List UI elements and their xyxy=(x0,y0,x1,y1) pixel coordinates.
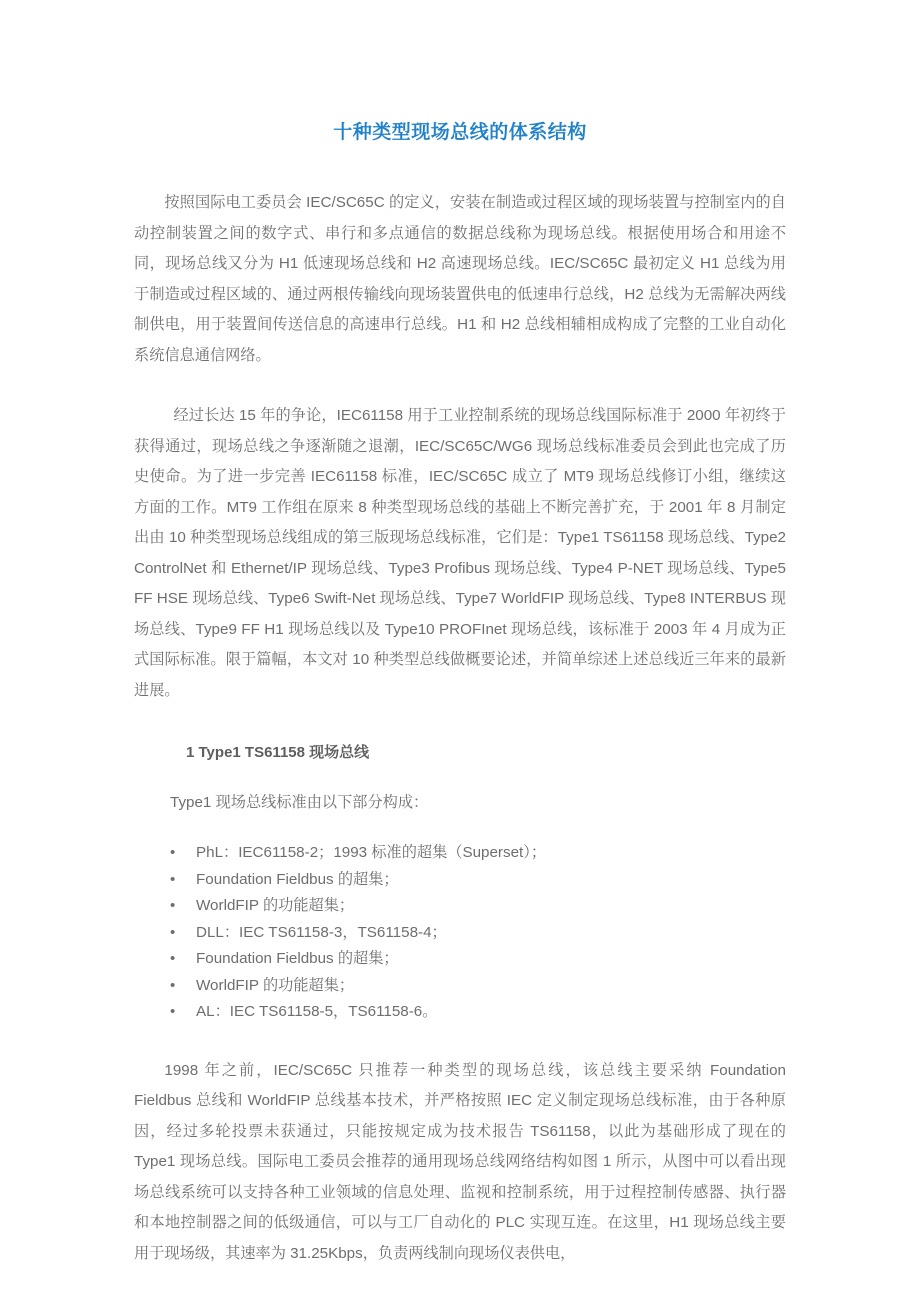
spacer xyxy=(134,706,786,740)
spacer xyxy=(134,1026,786,1056)
bullet-icon: • xyxy=(170,1003,176,1020)
paragraph-3: 1998 年之前，IEC/SC65C 只推荐一种类型的现场总线，该总线主要采纳 Foundation Fieldbus 总线和 WorldFIP 总线基本技术，并严格按照 IEC 定义制定现场总线标准，由于各种原因，经过多轮投票未获通过，只能按规定成为技术报告 TS61158，以此为基础形成了现在的 Type1 现场总线。国际电工委员会推荐的通用现场总线网络结构如图 1 所示，从图中可以看出现场总线系统可以支持各种工业领域的信息处理、监视和控制系统，用于过程控制传感器、执行器和本地控制器之间的低级通信，可以与工厂自动化的 PLC 实现互连。在这里，H1 现场总线主要用于现场级，其速率为 31.25Kbps，负责两线制向现场仪表供电， xyxy=(134,1061,786,1262)
spacer xyxy=(134,766,786,788)
section-lead-text: Type1 现场总线标准由以下部分构成： xyxy=(170,794,429,811)
bullet-icon: • xyxy=(170,950,176,967)
list-item-label: Foundation Fieldbus 的超集； xyxy=(196,950,399,967)
bullet-icon: • xyxy=(170,923,176,941)
bullet-icon: • xyxy=(170,870,176,888)
list-item-label: WorldFIP 的功能超集； xyxy=(196,897,355,914)
list-item xyxy=(170,893,786,920)
list-item xyxy=(170,973,786,1000)
page-title: 十种类型现场总线的体系结构 xyxy=(333,122,587,143)
bullet-icon: • xyxy=(170,844,176,861)
standard-parts-list xyxy=(134,840,786,1026)
list-item xyxy=(170,999,786,1026)
document-content xyxy=(134,0,786,1269)
section-heading-type1: 1 Type1 TS61158 现场总线 xyxy=(186,744,370,761)
spacer xyxy=(134,818,786,840)
paragraph-1: 按照国际电工委员会 IEC/SC65C 的定义，安装在制造或过程区域的现场装置与控制室内的自动控制装置之间的数字式、串行和多点通信的数据总线称为现场总线。根据使用场合和用途不同，现场总线又分为 H1 低速现场总线和 H2 高速现场总线。IEC/SC65C 最初定义 H1 总线为用于制造或过程区域的、通过两根传输线向现场装置供电的低速串行总线，H2 总线为无需解决两线制供电，用于装置间传送信息的高速串行总线。H1 和 H2 总线相辅相成构成了完整的工业自动化系统信息通信网络。 xyxy=(134,194,786,364)
list-item-label: WorldFIP 的功能超集； xyxy=(196,976,355,994)
list-item xyxy=(170,920,786,947)
bullet-icon: • xyxy=(170,897,176,914)
list-item xyxy=(170,840,786,867)
bullet-icon: • xyxy=(170,976,176,994)
list-item xyxy=(170,867,786,894)
list-item-label: Foundation Fieldbus 的超集； xyxy=(196,870,399,888)
paragraph-2: 经过长达 15 年的争论，IEC61158 用于工业控制系统的现场总线国际标准于 2000 年初终于获得通过，现场总线之争逐渐随之退潮，IEC/SC65C/WG6 现场总线标准委员会到此也完成了历史使命。为了进一步完善 IEC61158 标准，IEC/SC65C 成立了 MT9 现场总线修订小组，继续这方面的工作。MT9 工作组在原来 8 种类型现场总线的基础上不断完善扩充，于 2001 年 8 月制定出由 10 种类型现场总线组成的第三版现场总线标准，它们是：Type1 TS61158 现场总线、Type2 ControlNet 和 Ethernet/IP 现场总线、Type3 Profibus 现场总线、Type4 P-NET 现场总线、Type5 FF HSE 现场总线、Type6 Swift-Net 现场总线、Type7 WorldFIP 现场总线、Type8 INTERBUS 现场总线、Type9 FF H1 现场总线以及 Type10 PROFInet 现场总线，该标准于 2003 年 4 月成为正式国际标准。限于篇幅，本文对 10 种类型总线做概要论述，并简单综述上述总线近三年来的最新进展。 xyxy=(134,407,786,699)
list-item-label: AL：IEC TS61158-5，TS61158-6。 xyxy=(196,1003,438,1020)
list-item-label: PhL：IEC61158-2；1993 标准的超集（Superset）； xyxy=(196,844,547,861)
list-item-label: DLL：IEC TS61158-3，TS61158-4； xyxy=(196,923,447,941)
spacer xyxy=(134,371,786,401)
list-item xyxy=(170,946,786,973)
